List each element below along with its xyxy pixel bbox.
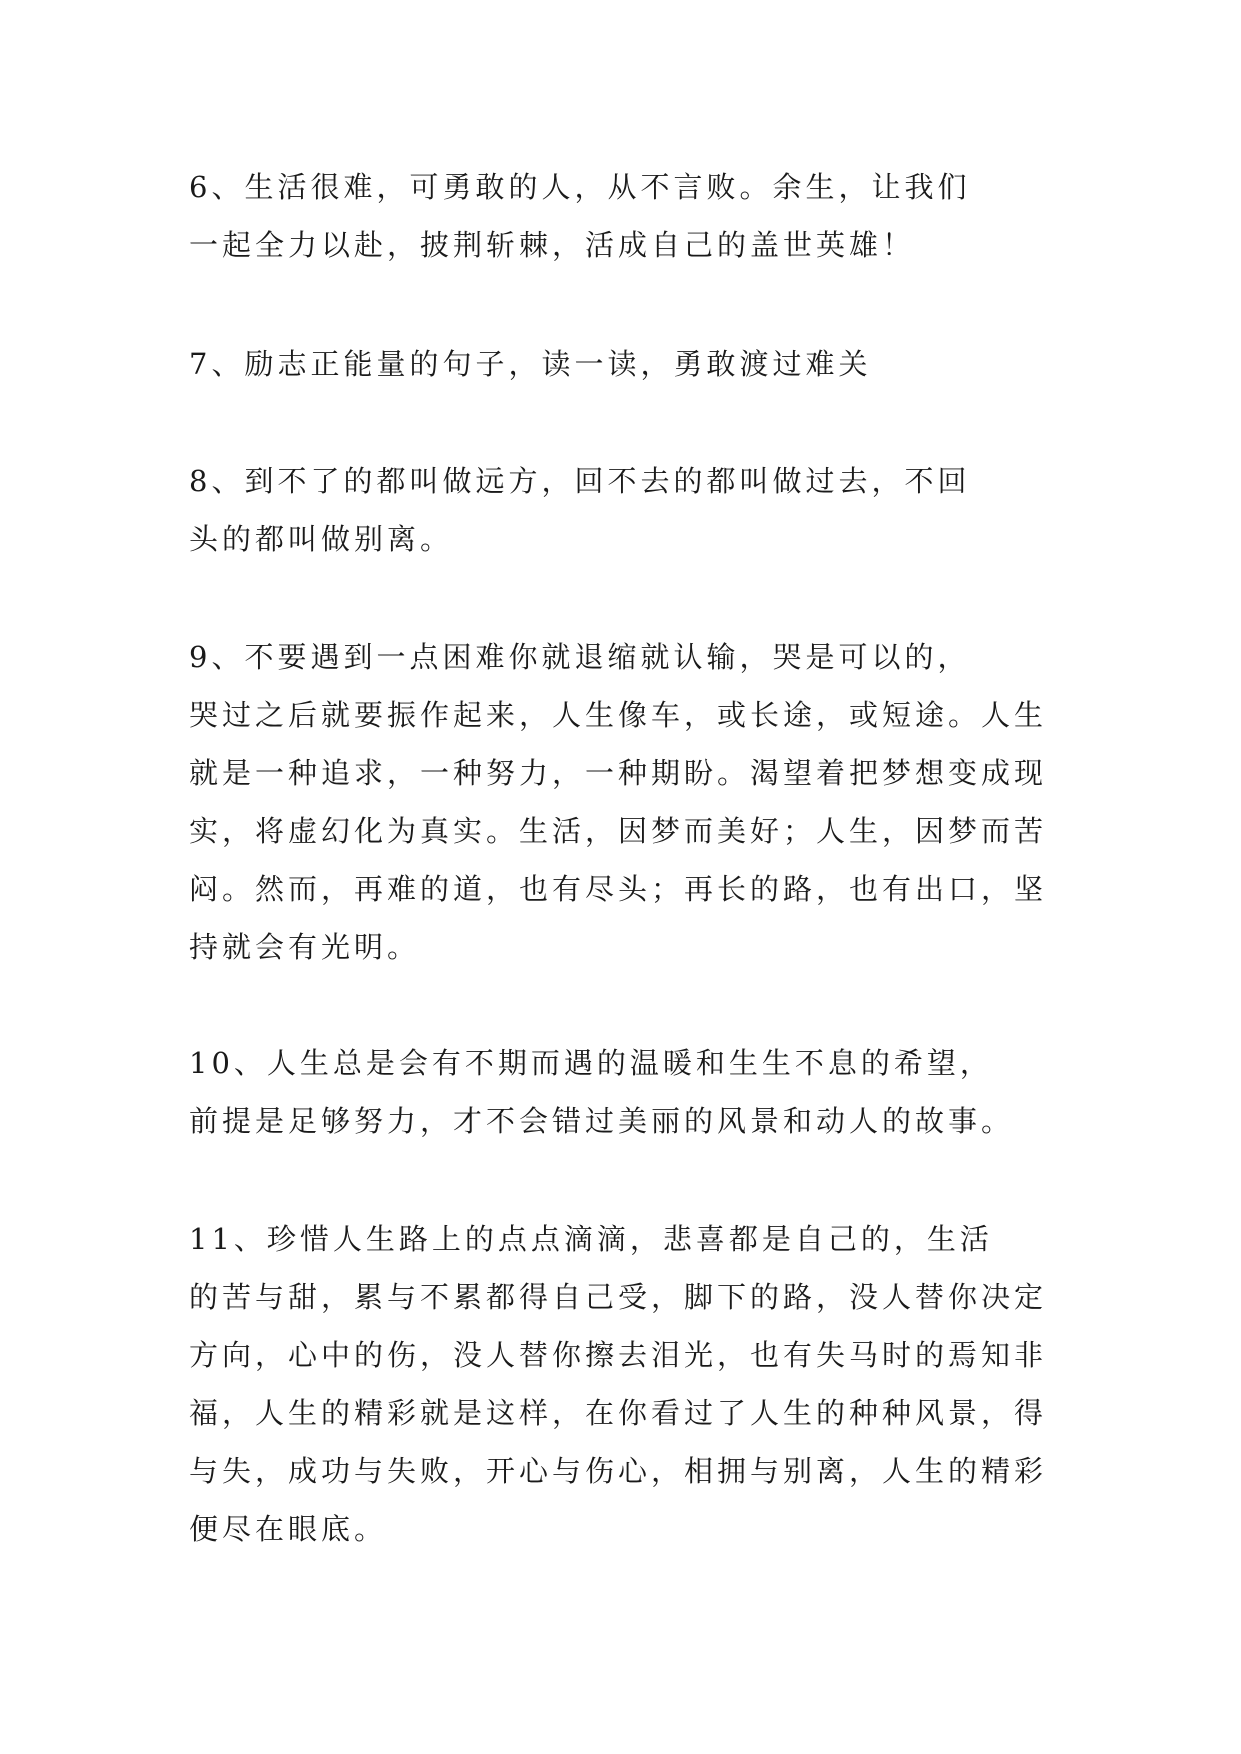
- paragraph-8-rest: 头的都叫做别离。: [189, 522, 454, 556]
- paragraph-6: [189, 158, 1059, 274]
- paragraph-10: [189, 1034, 1059, 1150]
- paragraph-6-rest: 一起全力以赴，披荆斩棘，活成自己的盖世英雄！: [189, 228, 916, 262]
- paragraph-9-first-line: 9、不要遇到一点困难你就退缩就认输，哭是可以的，: [189, 640, 971, 674]
- paragraph-9-rest: 哭过之后就要振作起来，人生像车，或长途，或短途。人生 就是一种追求，一种努力，一种期盼。渴望着把梦想变成现 实，将虚幻化为真实。生活，因梦而美好；人生，因梦而苦 闷。然而，再难的道，也有尽头；再长的路，也有出口，坚 持就会有光明。: [189, 698, 1048, 964]
- paragraph-7: [189, 335, 1059, 393]
- paragraph-11-first-line: 11、珍惜人生路上的点点滴滴，悲喜都是自己的，生活: [189, 1222, 993, 1256]
- paragraph-11: [189, 1210, 1059, 1558]
- paragraph-8: [189, 452, 1059, 568]
- paragraph-8-first-line: 8、到不了的都叫做远方，回不去的都叫做过去，不回: [189, 464, 971, 498]
- paragraph-10-first-line: 10、人生总是会有不期而遇的温暖和生生不息的希望，: [189, 1046, 993, 1080]
- paragraph-7-first-line: 7、励志正能量的句子，读一读，勇敢渡过难关: [189, 347, 872, 381]
- paragraph-10-rest: 前提是足够努力，才不会错过美丽的风景和动人的故事。: [189, 1104, 1015, 1138]
- paragraph-6-first-line: 6、生活很难，可勇敢的人，从不言败。余生，让我们: [189, 170, 971, 204]
- paragraph-11-rest: 的苦与甜，累与不累都得自己受，脚下的路，没人替你决定 方向，心中的伤，没人替你擦去泪光，也有失马时的焉知非 福，人生的精彩就是这样，在你看过了人生的种种风景，得 与失，成功与失败，开心与伤心，相拥与别离，人生的精彩 便尽在眼底。: [189, 1280, 1048, 1546]
- paragraph-9: [189, 628, 1059, 976]
